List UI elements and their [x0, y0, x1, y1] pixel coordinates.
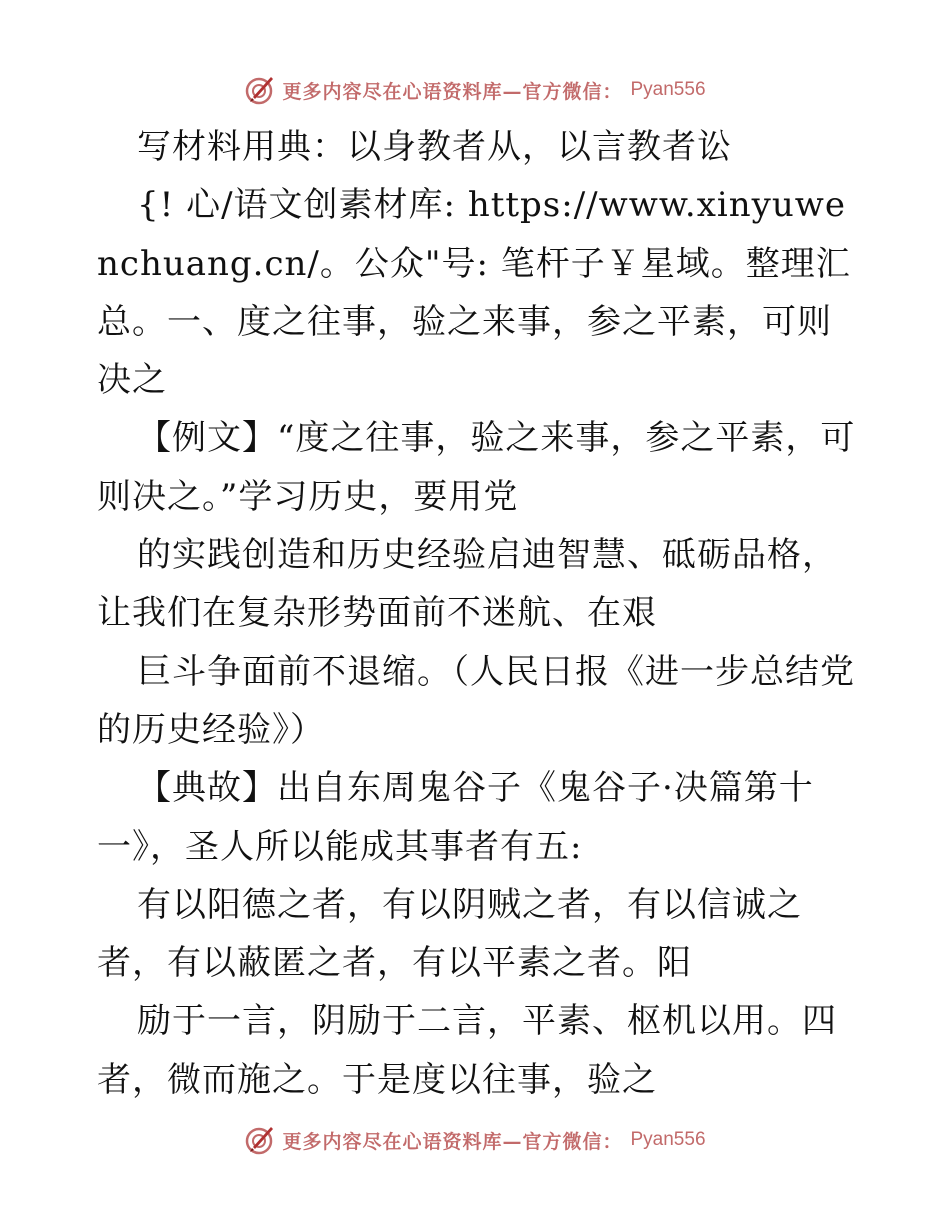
header-banner: [0, 70, 950, 110]
footer-banner-contact: Pyan556: [630, 1129, 706, 1150]
paragraph-allusion-3: 励于一言，阴励于二言，平素、枢机以用。四者，微而施之。于是度以往事，验之: [97, 1001, 837, 1100]
document-body: [97, 118, 857, 1109]
header-banner-text: 更多内容尽在心语资料库—官方微信：: [282, 80, 623, 103]
paragraph-title: 写材料用典：以身教者从，以言教者讼: [137, 127, 732, 167]
paragraph-example-3: 巨斗争面前不退缩。（人民日报《进一步总结党的历史经验》）: [97, 651, 855, 750]
header-banner-contact: Pyan556: [630, 79, 706, 100]
paragraph-source: {! 心/语文创素材库: https://www.xinyuwenchuang.cn/。公众"号: 笔杆子￥星域。整理汇总。一、度之往事，验之来事，参之平素，可则决之: [97, 185, 851, 401]
paragraph-example-1: 【例文】“度之往事，验之来事，参之平素，可则决之。”学习历史，要用党: [97, 418, 856, 517]
paragraph-allusion-2: 有以阳德之者，有以阴贼之者，有以信诚之者，有以蔽匿之者，有以平素之者。阳: [97, 884, 802, 984]
brush-logo-icon: [244, 74, 276, 106]
brush-logo-icon: [244, 1124, 276, 1156]
footer-banner: [0, 1120, 950, 1160]
paragraph-allusion-1: 【典故】出自东周鬼谷子《鬼谷子·决篇第十一》，圣人所以能成其事者有五:: [97, 768, 814, 867]
footer-banner-text: 更多内容尽在心语资料库—官方微信：: [282, 1130, 623, 1153]
paragraph-example-2: 的实践创造和历史经验启迪智慧、砥砺品格，让我们在复杂形势面前不迷航、在艰: [97, 535, 837, 634]
